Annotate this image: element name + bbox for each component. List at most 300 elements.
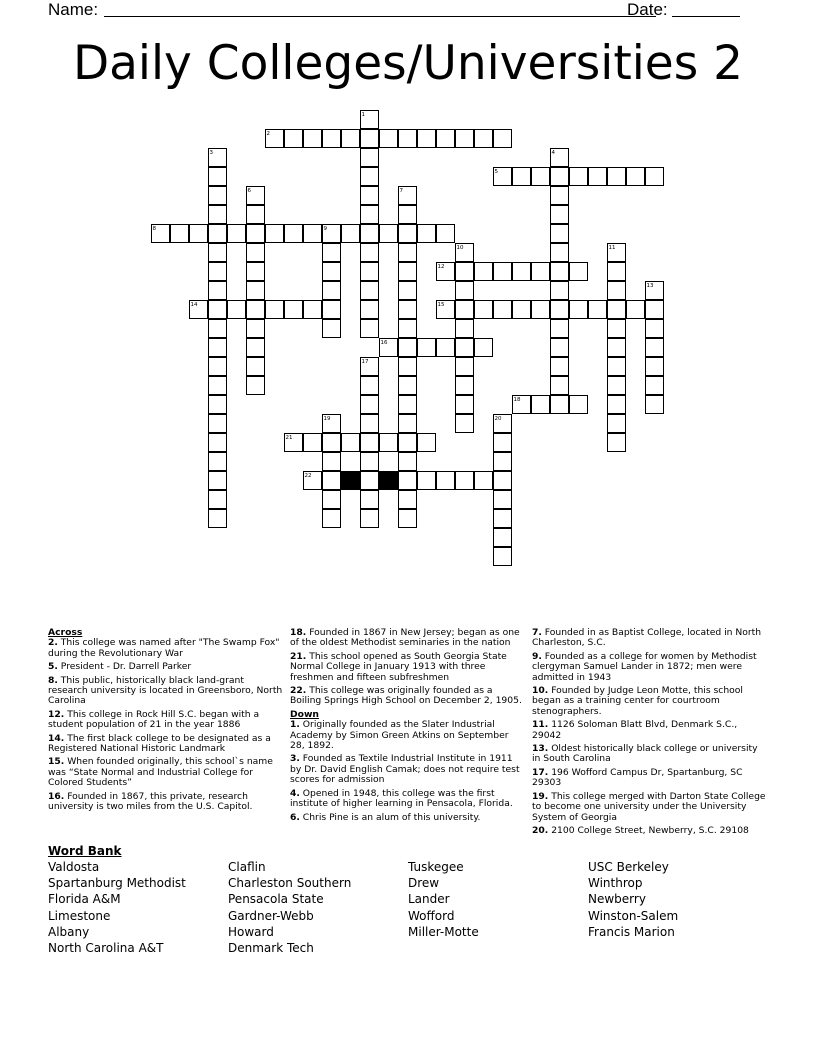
clue bbox=[532, 686, 768, 717]
grid-cell[interactable] bbox=[322, 509, 341, 528]
grid-cell[interactable] bbox=[550, 262, 569, 281]
grid-cell[interactable] bbox=[626, 167, 645, 186]
grid-number: 7 bbox=[399, 187, 403, 194]
word-bank-item: Wofford bbox=[408, 908, 455, 923]
grid-cell[interactable] bbox=[455, 281, 474, 300]
word-bank-column bbox=[588, 859, 768, 956]
grid-cell[interactable] bbox=[322, 319, 341, 338]
clue-text: 1126 Soloman Blatt Blvd, Denmark S.C., 29042 bbox=[532, 719, 738, 741]
clue-number: 2. bbox=[48, 637, 58, 649]
black-cell bbox=[341, 471, 360, 490]
grid-cell[interactable] bbox=[246, 376, 265, 395]
grid-cell[interactable] bbox=[265, 224, 284, 243]
grid-cell[interactable] bbox=[417, 338, 436, 357]
grid-number: 8 bbox=[152, 225, 156, 232]
grid-cell[interactable] bbox=[360, 167, 379, 186]
grid-cell[interactable] bbox=[645, 319, 664, 338]
grid-cell[interactable] bbox=[569, 167, 588, 186]
word-bank-item: Pensacola State bbox=[228, 892, 324, 907]
grid-cell[interactable] bbox=[360, 262, 379, 281]
clue bbox=[48, 792, 284, 813]
grid-cell[interactable] bbox=[455, 414, 474, 433]
clue-number: 21. bbox=[290, 650, 307, 662]
grid-cell[interactable] bbox=[550, 395, 569, 414]
grid-cell[interactable] bbox=[550, 357, 569, 376]
grid-cell[interactable] bbox=[550, 186, 569, 205]
grid-cell[interactable] bbox=[322, 433, 341, 452]
grid-number: 14 bbox=[190, 301, 198, 308]
grid-cell[interactable] bbox=[607, 281, 626, 300]
clue bbox=[48, 662, 284, 672]
grid-cell[interactable] bbox=[417, 224, 436, 243]
grid-cell[interactable] bbox=[208, 281, 227, 300]
grid-cell[interactable] bbox=[607, 414, 626, 433]
grid-cell[interactable] bbox=[360, 148, 379, 167]
grid-cell[interactable] bbox=[322, 471, 341, 490]
grid-cell[interactable] bbox=[322, 281, 341, 300]
clue-text: Founded in as Baptist College, located in North Charleston, S.C. bbox=[532, 627, 762, 649]
clue-number: 10. bbox=[532, 685, 549, 697]
grid-cell[interactable] bbox=[246, 262, 265, 281]
grid-cell[interactable] bbox=[645, 338, 664, 357]
clue-text: 2100 College Street, Newberry, S.C. 29108 bbox=[548, 824, 749, 836]
grid-cell[interactable] bbox=[284, 129, 303, 148]
word-bank-item: Lander bbox=[408, 892, 450, 907]
grid-cell[interactable] bbox=[550, 300, 569, 319]
grid-cell[interactable] bbox=[208, 509, 227, 528]
grid-number: 10 bbox=[456, 244, 464, 251]
grid-cell[interactable] bbox=[569, 262, 588, 281]
grid-cell[interactable] bbox=[645, 300, 664, 319]
word-bank-item: Gardner-Webb bbox=[228, 908, 314, 923]
grid-cell[interactable] bbox=[227, 300, 246, 319]
grid-cell[interactable] bbox=[455, 357, 474, 376]
clue-text: Founded in 1867 in New Jersey; began as one of the oldest Methodist seminaries in the nation bbox=[290, 627, 520, 649]
grid-cell[interactable] bbox=[512, 262, 531, 281]
clue bbox=[48, 710, 284, 731]
word-bank-column bbox=[228, 859, 408, 956]
grid-cell[interactable] bbox=[493, 300, 512, 319]
grid-cell[interactable] bbox=[398, 414, 417, 433]
grid-cell[interactable] bbox=[455, 129, 474, 148]
grid-cell[interactable] bbox=[398, 376, 417, 395]
grid-cell[interactable] bbox=[398, 205, 417, 224]
grid-cell[interactable] bbox=[588, 167, 607, 186]
grid-cell[interactable] bbox=[379, 224, 398, 243]
grid-cell[interactable] bbox=[284, 224, 303, 243]
grid-cell[interactable] bbox=[398, 433, 417, 452]
word-bank-title: Word Bank bbox=[48, 844, 122, 858]
grid-cell[interactable] bbox=[569, 395, 588, 414]
grid-cell[interactable] bbox=[531, 395, 550, 414]
clue-number: 6. bbox=[290, 811, 300, 823]
clue-text: This college merged with Darton State College to become one university under the University System of Georgia bbox=[532, 790, 766, 823]
grid-cell[interactable] bbox=[493, 490, 512, 509]
grid-cell[interactable] bbox=[208, 262, 227, 281]
grid-cell[interactable] bbox=[208, 300, 227, 319]
grid-cell[interactable] bbox=[474, 300, 493, 319]
grid-cell[interactable] bbox=[398, 509, 417, 528]
grid-cell[interactable] bbox=[360, 224, 379, 243]
clue-text: This school opened as South Georgia State Normal College in January 1913 with three freshmen and fifteen subfreshmen bbox=[290, 650, 507, 683]
clue-text: Founded as Textile Industrial Institute in 1911 by Dr. David English Camak; does not require test scores for admission bbox=[290, 753, 520, 786]
clue-number: 22. bbox=[290, 685, 307, 697]
grid-cell[interactable] bbox=[398, 262, 417, 281]
grid-number: 18 bbox=[513, 396, 521, 403]
clue bbox=[48, 734, 284, 755]
grid-cell[interactable] bbox=[246, 319, 265, 338]
grid-cell[interactable] bbox=[208, 167, 227, 186]
grid-cell[interactable] bbox=[322, 262, 341, 281]
grid-cell[interactable] bbox=[607, 338, 626, 357]
clue-number: 12. bbox=[48, 708, 65, 720]
clue-text: Originally founded as the Slater Industrial Academy by Simon Green Atkins on September 28, 1892. bbox=[290, 719, 509, 752]
clue bbox=[532, 768, 768, 789]
clue-text: This public, historically black land-grant research university is located in Greensboro, North Carolina bbox=[48, 674, 283, 707]
word-bank-item: Charleston Southern bbox=[228, 876, 352, 891]
grid-cell[interactable] bbox=[303, 433, 322, 452]
grid-cell[interactable] bbox=[493, 129, 512, 148]
clue-number: 14. bbox=[48, 732, 65, 744]
clue-number: 4. bbox=[290, 787, 300, 799]
grid-cell[interactable] bbox=[455, 300, 474, 319]
grid-cell[interactable] bbox=[493, 509, 512, 528]
clue-number: 9. bbox=[532, 650, 542, 662]
grid-cell[interactable] bbox=[607, 395, 626, 414]
grid-cell[interactable] bbox=[360, 395, 379, 414]
grid-cell[interactable] bbox=[626, 300, 645, 319]
clue bbox=[532, 744, 768, 765]
grid-cell[interactable] bbox=[607, 433, 626, 452]
clue bbox=[48, 638, 284, 659]
grid-cell[interactable] bbox=[607, 167, 626, 186]
clue bbox=[290, 720, 526, 751]
clue-number: 19. bbox=[532, 790, 549, 802]
word-bank-item: Miller-Motte bbox=[408, 924, 479, 939]
grid-cell[interactable] bbox=[493, 262, 512, 281]
grid-cell[interactable] bbox=[645, 167, 664, 186]
grid-cell[interactable] bbox=[379, 129, 398, 148]
clue-text: Founded as a college for women by Methodist clergyman Samuel Lander in 1872; men were admitted in 1943 bbox=[532, 650, 757, 683]
grid-cell[interactable] bbox=[303, 224, 322, 243]
grid-cell[interactable] bbox=[360, 490, 379, 509]
grid-cell[interactable] bbox=[246, 224, 265, 243]
clue-text: This college was originally founded as a Boiling Springs High School on December 2, 1905. bbox=[290, 685, 522, 707]
clue bbox=[532, 826, 768, 836]
grid-cell[interactable] bbox=[474, 471, 493, 490]
word-bank-item: Drew bbox=[408, 876, 440, 891]
grid-cell[interactable] bbox=[284, 300, 303, 319]
grid-cell[interactable] bbox=[645, 395, 664, 414]
grid-cell[interactable] bbox=[417, 129, 436, 148]
grid-cell[interactable] bbox=[645, 376, 664, 395]
grid-cell[interactable] bbox=[208, 452, 227, 471]
clue-text: The first black college to be designated as a Registered National Historic Landmark bbox=[48, 732, 271, 755]
grid-number: 12 bbox=[437, 263, 445, 270]
grid-cell[interactable] bbox=[360, 129, 379, 148]
grid-cell[interactable] bbox=[550, 319, 569, 338]
grid-cell[interactable] bbox=[474, 338, 493, 357]
down-heading: Down bbox=[290, 708, 319, 720]
grid-cell[interactable] bbox=[208, 186, 227, 205]
grid-cell[interactable] bbox=[208, 395, 227, 414]
word-bank-item: Winston-Salem bbox=[588, 908, 679, 923]
word-bank-item: Claflin bbox=[228, 860, 266, 874]
grid-cell[interactable] bbox=[417, 471, 436, 490]
grid-number: 20 bbox=[494, 415, 502, 422]
grid-cell[interactable] bbox=[550, 205, 569, 224]
grid-cell[interactable] bbox=[246, 357, 265, 376]
grid-cell[interactable] bbox=[322, 490, 341, 509]
clues-column-3 bbox=[532, 628, 768, 839]
grid-cell[interactable] bbox=[512, 300, 531, 319]
grid-number: 6 bbox=[247, 187, 251, 194]
grid-cell[interactable] bbox=[360, 471, 379, 490]
grid-cell[interactable] bbox=[417, 433, 436, 452]
grid-cell[interactable] bbox=[303, 129, 322, 148]
grid-cell[interactable] bbox=[208, 205, 227, 224]
word-bank-item: North Carolina A&T bbox=[48, 941, 164, 956]
grid-cell[interactable] bbox=[227, 224, 246, 243]
page-title: Daily Colleges/Universities 2 bbox=[72, 36, 744, 91]
grid-cell[interactable] bbox=[607, 357, 626, 376]
black-cell bbox=[379, 471, 398, 490]
clue-text: When founded originally, this school`s name was “State Normal and Industrial College for Colored Students” bbox=[48, 756, 273, 789]
grid-number: 4 bbox=[551, 149, 555, 156]
word-bank-item: Limestone bbox=[48, 908, 111, 923]
grid-cell[interactable] bbox=[360, 376, 379, 395]
clue-number: 3. bbox=[290, 753, 300, 765]
grid-cell[interactable] bbox=[398, 452, 417, 471]
grid-cell[interactable] bbox=[455, 338, 474, 357]
grid-number: 3 bbox=[209, 149, 213, 156]
grid-cell[interactable] bbox=[436, 338, 455, 357]
word-bank-item: Newberry bbox=[588, 892, 646, 907]
grid-number: 16 bbox=[380, 339, 388, 346]
clue-number: 8. bbox=[48, 674, 58, 686]
grid-cell[interactable] bbox=[360, 452, 379, 471]
grid-cell[interactable] bbox=[208, 319, 227, 338]
grid-cell[interactable] bbox=[474, 262, 493, 281]
grid-number: 13 bbox=[646, 282, 654, 289]
grid-cell[interactable] bbox=[322, 300, 341, 319]
clue-text: President - Dr. Darrell Parker bbox=[57, 661, 192, 673]
grid-cell[interactable] bbox=[512, 167, 531, 186]
clue-number: 16. bbox=[48, 790, 65, 802]
clue-text: Opened in 1948, this college was the first institute of higher learning in Pensacola, Florida. bbox=[290, 787, 513, 810]
clue-number: 17. bbox=[532, 766, 549, 778]
grid-number: 1 bbox=[361, 111, 365, 118]
grid-cell[interactable] bbox=[398, 357, 417, 376]
grid-cell[interactable] bbox=[455, 471, 474, 490]
grid-cell[interactable] bbox=[531, 262, 550, 281]
grid-cell[interactable] bbox=[607, 300, 626, 319]
grid-cell[interactable] bbox=[455, 262, 474, 281]
grid-cell[interactable] bbox=[455, 376, 474, 395]
grid-cell[interactable] bbox=[246, 281, 265, 300]
clue-text: 196 Wofford Campus Dr, Spartanburg, SC 29303 bbox=[532, 766, 743, 789]
grid-cell[interactable] bbox=[208, 433, 227, 452]
name-label: Name: bbox=[48, 0, 99, 19]
across-heading: Across bbox=[48, 627, 83, 638]
clue-number: 1. bbox=[290, 719, 300, 731]
clue-number: 13. bbox=[532, 743, 549, 755]
word-bank-item: Spartanburg Methodist bbox=[48, 876, 186, 891]
grid-cell[interactable] bbox=[360, 205, 379, 224]
clue-text: Founded by Judge Leon Motte, this school began as a training center for courtroom stenographers. bbox=[532, 685, 743, 717]
grid-cell[interactable] bbox=[360, 281, 379, 300]
grid-number: 22 bbox=[304, 472, 312, 479]
grid-cell[interactable] bbox=[398, 281, 417, 300]
grid-cell[interactable] bbox=[398, 338, 417, 357]
grid-cell[interactable] bbox=[436, 224, 455, 243]
grid-cell[interactable] bbox=[550, 243, 569, 262]
clue-number: 20. bbox=[532, 824, 549, 836]
clue-number: 18. bbox=[290, 627, 307, 638]
grid-cell[interactable] bbox=[379, 433, 398, 452]
grid-cell[interactable] bbox=[398, 243, 417, 262]
grid-cell[interactable] bbox=[550, 224, 569, 243]
clue bbox=[532, 652, 768, 683]
clue-text: Founded in 1867, this private, research university is two miles from the U.S. Capitol. bbox=[48, 790, 253, 813]
grid-number: 5 bbox=[494, 168, 498, 175]
clue bbox=[48, 757, 284, 788]
clue-number: 7. bbox=[532, 627, 542, 638]
grid-cell[interactable] bbox=[208, 471, 227, 490]
grid-number: 9 bbox=[323, 225, 327, 232]
clues-column-2 bbox=[290, 628, 526, 826]
grid-cell[interactable] bbox=[208, 338, 227, 357]
grid-number: 19 bbox=[323, 415, 331, 422]
grid-cell[interactable] bbox=[455, 319, 474, 338]
grid-cell[interactable] bbox=[208, 224, 227, 243]
grid-cell[interactable] bbox=[398, 490, 417, 509]
grid-cell[interactable] bbox=[360, 319, 379, 338]
grid-cell[interactable] bbox=[322, 129, 341, 148]
grid-cell[interactable] bbox=[569, 300, 588, 319]
grid-cell[interactable] bbox=[474, 129, 493, 148]
word-bank-item: Denmark Tech bbox=[228, 941, 314, 956]
grid-cell[interactable] bbox=[493, 547, 512, 566]
grid-cell[interactable] bbox=[208, 414, 227, 433]
grid-cell[interactable] bbox=[208, 243, 227, 262]
grid-number: 15 bbox=[437, 301, 445, 308]
word-bank-item: Winthrop bbox=[588, 876, 643, 891]
clue-text: Chris Pine is an alum of this university. bbox=[299, 811, 481, 823]
grid-cell[interactable] bbox=[493, 528, 512, 547]
word-bank-item: Tuskegee bbox=[408, 860, 464, 874]
grid-cell[interactable] bbox=[455, 395, 474, 414]
grid-cell[interactable] bbox=[341, 224, 360, 243]
grid-cell[interactable] bbox=[550, 167, 569, 186]
clue bbox=[48, 676, 284, 707]
word-bank-column bbox=[48, 859, 228, 956]
clue-number: 5. bbox=[48, 661, 58, 673]
grid-cell[interactable] bbox=[246, 300, 265, 319]
grid-cell[interactable] bbox=[360, 509, 379, 528]
grid-cell[interactable] bbox=[360, 243, 379, 262]
grid-cell[interactable] bbox=[645, 357, 664, 376]
grid-cell[interactable] bbox=[398, 129, 417, 148]
grid-cell[interactable] bbox=[531, 300, 550, 319]
grid-cell[interactable] bbox=[246, 338, 265, 357]
grid-cell[interactable] bbox=[398, 395, 417, 414]
clue bbox=[290, 652, 526, 683]
grid-cell[interactable] bbox=[246, 243, 265, 262]
grid-cell[interactable] bbox=[208, 490, 227, 509]
grid-cell[interactable] bbox=[360, 433, 379, 452]
word-bank-item: Albany bbox=[48, 924, 90, 939]
grid-cell[interactable] bbox=[265, 300, 284, 319]
date-label: Date: bbox=[627, 0, 668, 19]
clue bbox=[290, 686, 526, 707]
grid-cell[interactable] bbox=[341, 129, 360, 148]
clue-text: Oldest historically black college or university in South Carolina bbox=[532, 743, 758, 765]
grid-cell[interactable] bbox=[341, 433, 360, 452]
grid-number: 11 bbox=[608, 244, 616, 251]
grid-cell[interactable] bbox=[208, 357, 227, 376]
grid-cell[interactable] bbox=[303, 300, 322, 319]
grid-cell[interactable] bbox=[170, 224, 189, 243]
grid-number: 21 bbox=[285, 434, 293, 441]
grid-cell[interactable] bbox=[208, 376, 227, 395]
grid-cell[interactable] bbox=[398, 319, 417, 338]
grid-cell[interactable] bbox=[550, 376, 569, 395]
clue bbox=[290, 628, 526, 649]
grid-cell[interactable] bbox=[588, 300, 607, 319]
grid-cell[interactable] bbox=[360, 414, 379, 433]
grid-cell[interactable] bbox=[493, 452, 512, 471]
clue-number: 15. bbox=[48, 756, 65, 768]
grid-cell[interactable] bbox=[360, 300, 379, 319]
word-bank-item: Francis Marion bbox=[588, 924, 675, 939]
word-bank-item: Florida A&M bbox=[48, 892, 121, 907]
word-bank-item: USC Berkeley bbox=[588, 860, 669, 874]
grid-cell[interactable] bbox=[550, 281, 569, 300]
clue-text: This college in Rock Hill S.C. began with a student population of 21 in the year 1886 bbox=[48, 708, 260, 731]
grid-cell[interactable] bbox=[531, 167, 550, 186]
grid-cell[interactable] bbox=[493, 471, 512, 490]
grid-cell[interactable] bbox=[398, 471, 417, 490]
grid-cell[interactable] bbox=[246, 205, 265, 224]
clue bbox=[290, 813, 526, 823]
grid-cell[interactable] bbox=[436, 129, 455, 148]
grid-cell[interactable] bbox=[322, 452, 341, 471]
grid-cell[interactable] bbox=[550, 338, 569, 357]
grid-cell[interactable] bbox=[360, 186, 379, 205]
grid-cell[interactable] bbox=[493, 433, 512, 452]
grid-cell[interactable] bbox=[607, 262, 626, 281]
grid-cell[interactable] bbox=[607, 376, 626, 395]
grid-cell[interactable] bbox=[607, 319, 626, 338]
clue bbox=[290, 789, 526, 810]
word-bank-item: Valdosta bbox=[48, 860, 100, 874]
grid-cell[interactable] bbox=[398, 300, 417, 319]
grid-cell[interactable] bbox=[398, 224, 417, 243]
word-bank-item: Howard bbox=[228, 924, 274, 939]
clue-text: This college was named after "The Swamp Fox" during the Revolutionary War bbox=[48, 637, 280, 659]
clue bbox=[532, 792, 768, 823]
word-bank-column bbox=[408, 859, 588, 956]
clue bbox=[290, 754, 526, 785]
grid-cell[interactable] bbox=[322, 243, 341, 262]
clue bbox=[532, 628, 768, 649]
grid-cell[interactable] bbox=[189, 224, 208, 243]
grid-number: 2 bbox=[266, 130, 270, 137]
clue bbox=[532, 720, 768, 741]
clues-column-1 bbox=[48, 628, 284, 816]
grid-cell[interactable] bbox=[436, 471, 455, 490]
